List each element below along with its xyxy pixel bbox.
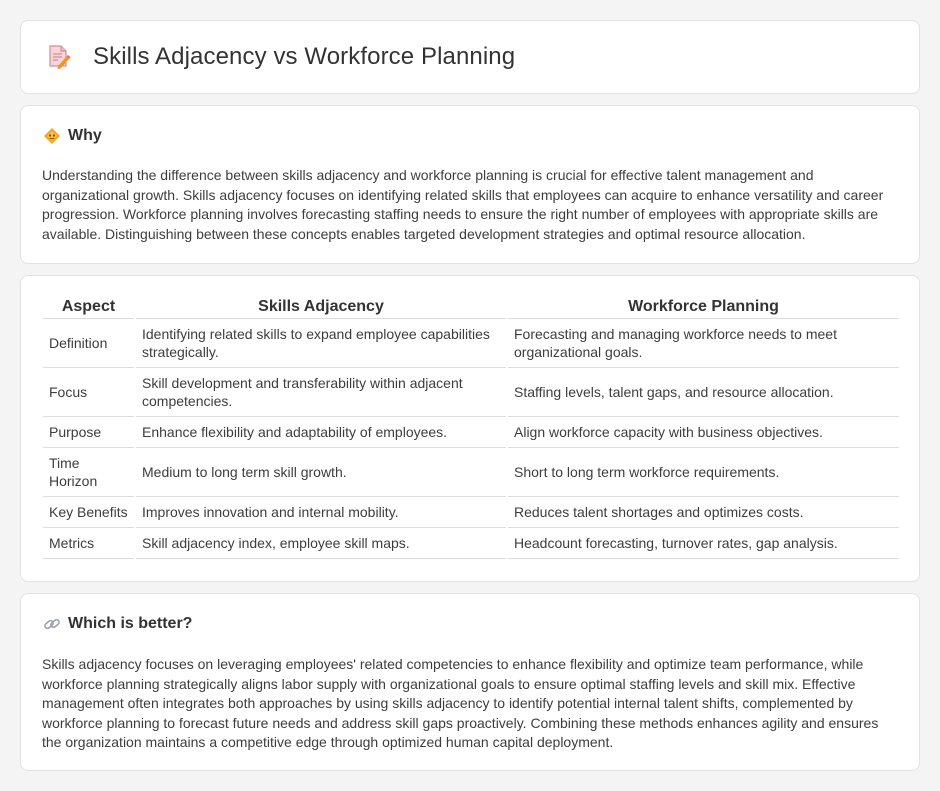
aspect-cell: Time Horizon [43,448,135,497]
title-card [20,20,920,94]
workforce-cell: Align workforce capacity with business objectives. [507,417,899,448]
better-text: Skills adjacency focuses on leveraging employees' related competencies to enhance flexibility and optimize team performance, while workforce planning strategically aligns labor supply with organizational goals to ensure optimal staffing levels and skill mix. Effective management often integrates both approaches by using skills adjacency to identify potential internal talent shifts, complemented by workforce planning to forecast future needs and address skill gaps proactively. Combining these methods enhances agility and ensures the organization maintains a competitive edge through optimized human capital deployment. [42,656,879,750]
why-text: Understanding the difference between skills adjacency and workforce planning is crucial for effective talent management and organizational growth. Skills adjacency focuses on identifying related skills that employees can acquire to enhance versatility and career progression. Workforce planning involves forecasting staffing needs to ensure the right number of employees with appropriate skills are available. Distinguishing between these concepts enables targeted development strategies and optimal resource allocation. [42,167,884,242]
table-row [43,319,899,368]
comparison-table [43,298,899,559]
workforce-cell: Reduces talent shortages and optimizes costs. [507,497,899,528]
skills-cell: Medium to long term skill growth. [135,448,507,497]
link-icon [43,615,61,633]
table-row [43,368,899,417]
better-heading-row [43,615,192,633]
page-title: Skills Adjacency vs Workforce Planning [93,43,516,70]
header-skills-adjacency: Skills Adjacency [135,298,507,319]
better-heading: Which is better? [68,615,193,632]
comparison-card [20,275,920,582]
document-pencil-icon [47,44,71,70]
which-is-better-card [20,593,920,771]
table-header-row [43,298,899,319]
workforce-cell: Headcount forecasting, turnover rates, gap analysis. [507,528,899,559]
diamond-sparkle-icon [43,127,61,145]
skills-cell: Improves innovation and internal mobility. [135,497,507,528]
table-row [43,448,899,497]
aspect-cell: Focus [43,368,135,417]
aspect-cell: Purpose [43,417,135,448]
aspect-cell: Metrics [43,528,135,559]
workforce-cell: Staffing levels, talent gaps, and resource allocation. [507,368,899,417]
workforce-cell: Forecasting and managing workforce needs to meet organizational goals. [507,319,899,368]
table-row [43,497,899,528]
why-heading-row [43,127,102,145]
why-card [20,105,920,264]
table-row [43,417,899,448]
skills-cell: Skill adjacency index, employee skill maps. [135,528,507,559]
header-workforce-planning: Workforce Planning [507,298,899,319]
skills-cell: Skill development and transferability within adjacent competencies. [135,368,507,417]
table-row [43,528,899,559]
why-heading: Why [68,127,102,144]
skills-cell: Enhance flexibility and adaptability of employees. [135,417,507,448]
title-row [47,43,515,71]
header-aspect: Aspect [43,298,135,319]
workforce-cell: Short to long term workforce requirements. [507,448,899,497]
aspect-cell: Key Benefits [43,497,135,528]
aspect-cell: Definition [43,319,135,368]
skills-cell: Identifying related skills to expand employee capabilities strategically. [135,319,507,368]
